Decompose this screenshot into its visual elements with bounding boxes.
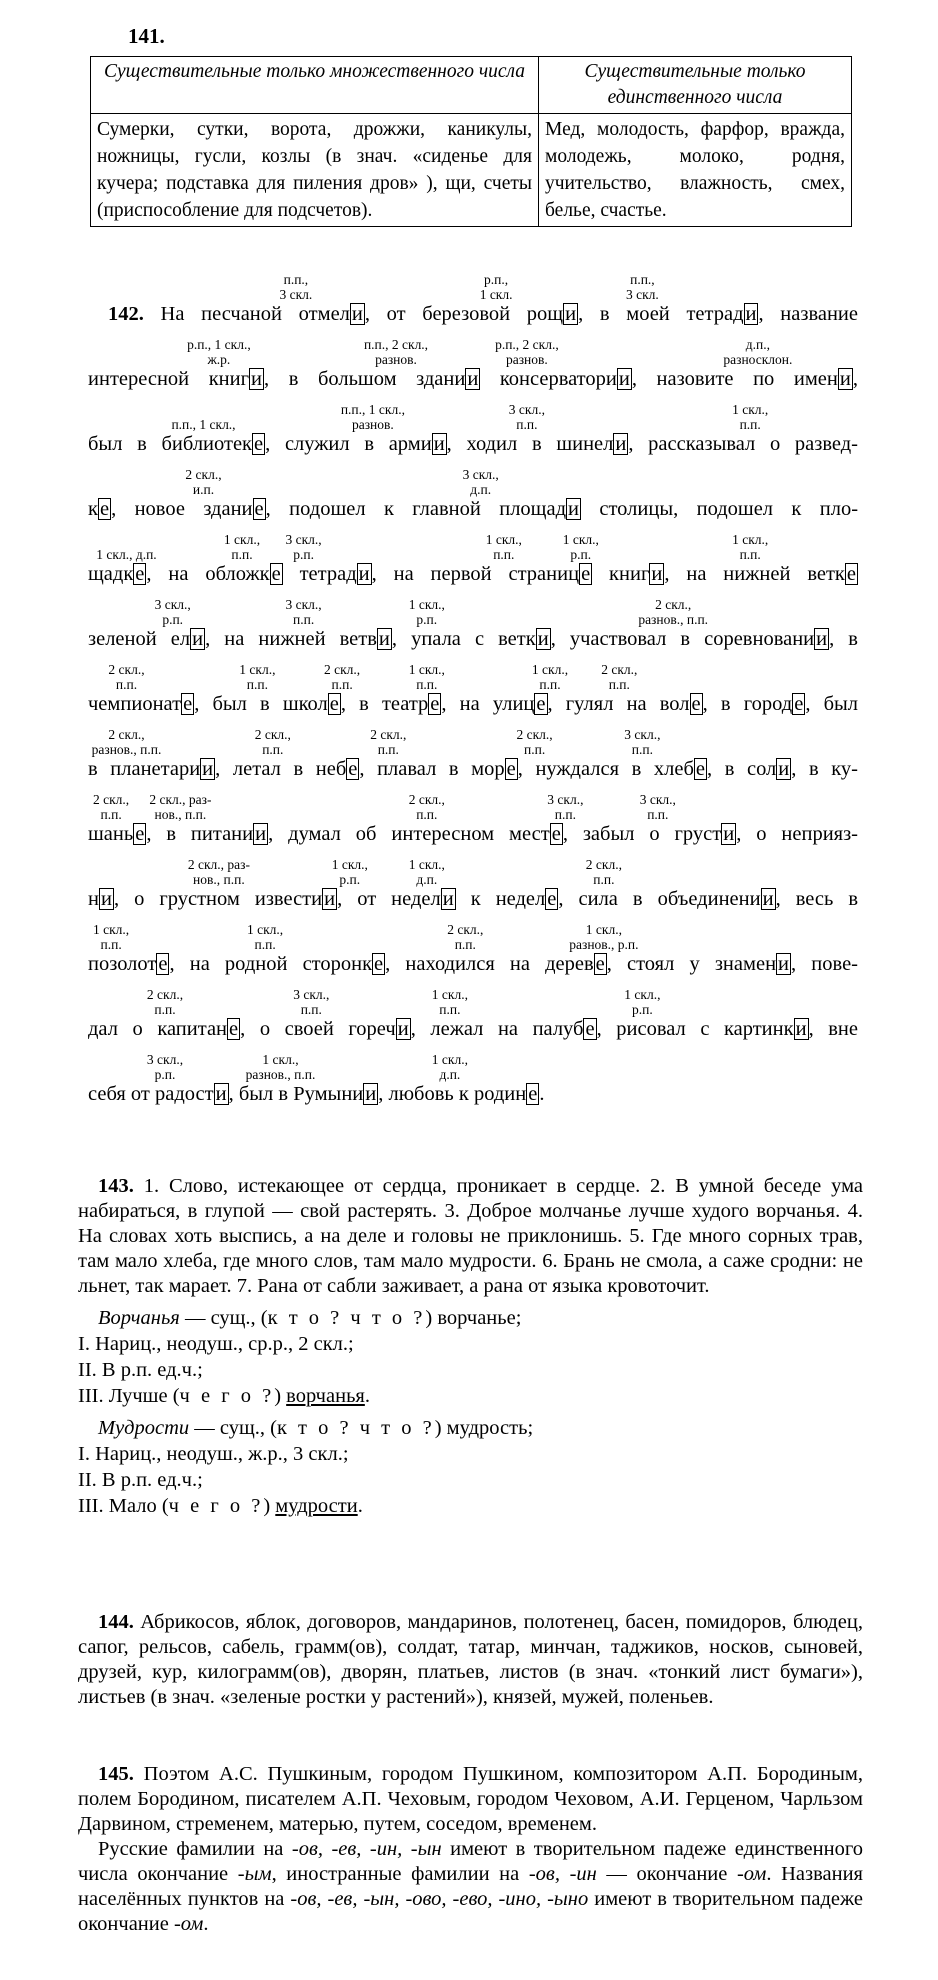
exercise-142-line [88,457,858,522]
annotations-row [88,392,858,432]
boxed-ending: и [255,823,267,845]
rule-text: . [203,1913,209,1935]
boxed-ending: и [202,758,214,780]
header-plural-only: Существительные только множественного числа [91,57,539,114]
grammar-annotation: 2 скл., п.п. [516,727,553,757]
grammar-annotation: 2 скл., п.п. [108,662,145,692]
exercise-143 [78,1174,863,1519]
boxed-ending: и [778,953,790,975]
boxed-ending: е [506,758,516,780]
grammar-annotation: 1 скл., разнов., р.п. [569,922,639,952]
boxed-ending: е [374,953,384,975]
boxed-ending: е [536,693,546,715]
grammar-annotation: 3 скл., д.п. [462,467,499,497]
question-label: к т о ? ч т о ? [267,1307,426,1329]
grammar-annotation: р.п., 1 скл. [479,272,513,302]
boxed-ending: е [254,498,264,520]
underlined-word: мудрости [275,1495,358,1517]
grammar-annotation: 3 скл., р.п. [154,597,191,627]
boxed-ending: е [135,563,145,585]
boxed-ending: и [762,888,774,910]
boxed-ending: и [839,368,851,390]
grammar-annotation: 1 скл., д.п. [431,1052,468,1082]
boxed-ending: е [254,433,264,455]
sentence-text: 142. На песчаной отмели, от березовой рощи, в моей тетради, название [108,303,858,325]
analysis-line: . [364,1385,370,1407]
boxed-ending: е [595,953,605,975]
boxed-ending: и [365,1083,377,1105]
grammar-annotation: 3 скл., п.п. [624,727,661,757]
boxed-ending: е [691,693,701,715]
grammar-annotation: 1 скл., п.п. [732,402,769,432]
exercise-142-line [88,522,858,587]
analysis-line: ) [263,1495,276,1517]
boxed-ending: и [745,303,757,325]
grammar-annotation: 1 скл., п.п. [247,922,284,952]
boxed-ending: и [778,758,790,780]
analysis-line: . [357,1495,363,1517]
grammar-annotation: 1 скл., п.п. [408,662,445,692]
exercise-142-line [88,652,858,717]
boxed-ending: и [537,628,549,650]
sentence-text: был в библиотеке, служил в армии, ходил в шинели, рассказывал о развед- [88,433,858,455]
grammar-annotation: 1 скл., р.п. [624,987,661,1017]
boxed-ending: е [99,498,110,520]
grammar-annotation: 1 скл., разнов., п.п. [245,1052,316,1082]
grammar-annotation: 3 скл., р.п. [285,532,322,562]
sentence-text: интересной книги, в большом здании консерватории, назовите по имени, [88,368,858,390]
sentence-text: шанье, в питании, думал об интересном месте, забыл о грусти, о неприяз- [88,823,859,845]
grammar-annotation: 1 скл., п.п. [93,922,130,952]
exercise-142-line [88,782,858,847]
boxed-ending: и [324,888,336,910]
ending-pattern: -ов, -ин [528,1863,597,1885]
ending-pattern: -ов, -ев, -ин, -ын [291,1838,442,1860]
boxed-ending: е [547,888,557,910]
annotations-row [88,522,858,562]
grammar-annotation: 2 скл., и.п. [185,467,222,497]
grammar-annotation: р.п., 1 скл., ж.р. [187,337,251,367]
grammar-annotation: 1 скл., п.п. [239,662,276,692]
grammar-annotation: 2 скл., п.п. [447,922,484,952]
exercise-141-number: 141. [128,24,165,48]
grammar-annotation: 1 скл., д.п. [408,857,445,887]
cell-plural-only: Сумерки, сутки, ворота, дрожжи, каникулы, ножницы, гусли, козлы (в знач. «сиденье для кучера; подставка для пиления дров» ), щи, счеты (приспособление для подсчетов). [91,114,539,227]
underlined-word: ворчанья [286,1385,365,1407]
analysis-line: — сущ., ( [189,1417,277,1439]
boxed-ending: и [568,498,579,520]
grammar-annotation: 1 скл., р.п. [562,532,599,562]
rule-text: имеют в творительном падеже окончание [78,1888,863,1935]
boxed-ending: и [192,628,204,650]
exercise-145-number: 145. [98,1763,134,1785]
analysis-line: ) ворчанье; [425,1307,522,1329]
boxed-ending: и [618,368,630,390]
exercise-142-line [88,847,858,912]
boxed-ending: е [794,693,804,715]
sentence-text: зеленой ели, на нижней ветви, упала с ветки, участвовал в соревновании, в [88,628,858,650]
grammar-annotation: 1 скл., п.п. [732,532,769,562]
rule-text: . Названия населённых пунктов на [78,1863,863,1910]
boxed-ending: е [348,758,358,780]
exercise-145-text: Поэтом А.С. Пушкиным, городом Пушкином, композитором А.П. Бородиным, полем Бородином, писателем А.П. Чеховым, городом Чеховом, А.И. Герценом, Чарльзом Дарвином, стременем, матерью, путем, соседом, временем. [78,1763,864,1835]
boxed-ending: и [397,1018,409,1040]
analysis-line: — сущ., ( [179,1307,268,1329]
annotations-row [88,262,858,302]
boxed-ending: е [271,563,281,585]
grammar-annotation: 2 скл., п.п. [370,727,407,757]
exercise-142-line [88,912,858,977]
boxed-ending: и [251,368,263,390]
boxed-ending: е [846,563,857,585]
grammar-annotation: п.п., 3 скл. [279,272,313,302]
boxed-ending: и [651,563,663,585]
grammar-annotation: 1 скл., р.п. [331,857,368,887]
annotations-row [88,587,858,627]
grammar-annotation: 2 скл., раз- нов., п.п. [149,792,212,822]
boxed-ending: е [329,693,339,715]
grammar-annotation: 3 скл., п.п. [508,402,545,432]
cell-singular-only: Мед, молодость, фарфор, вражда, молодежь, молоко, родня, учительство, влажность, смех, белье, счастье. [539,114,852,227]
exercise-142-number: 142. [108,303,161,325]
boxed-ending: и [795,1018,807,1040]
grammar-annotation: 1 скл., п.п. [223,532,261,562]
boxed-ending: е [551,823,561,845]
boxed-ending: и [723,823,735,845]
boxed-ending: е [430,693,440,715]
grammar-annotation: д.п., разносклон. [723,337,793,367]
question-label: ч е г о ? [168,1495,264,1517]
rule-text: — окончание [596,1863,737,1885]
sentence-text: себя от радости, был в Румынии, любовь к родине. [88,1083,545,1105]
annotations-row [88,847,858,887]
annotations-row [88,912,858,952]
boxed-ending: и [378,628,390,650]
boxed-ending: е [229,1018,239,1040]
grammar-annotation: 1 скл., п.п. [431,987,468,1017]
analysis-line: I. Нариц., неодуш., ж.р., 3 скл.; [78,1443,349,1465]
boxed-ending: и [433,433,445,455]
analysis-line: ) [274,1385,287,1407]
boxed-ending: и [816,628,828,650]
exercise-141-table [90,56,852,227]
exercise-142 [88,262,858,1107]
exercise-142-line [88,587,858,652]
grammar-annotation: п.п., 2 скл., разнов. [363,337,429,367]
grammar-annotation: 1 скл., р.п. [408,597,445,627]
annotations-row [88,717,858,757]
annotations-row [88,1042,858,1082]
grammar-annotation: 1 скл., д.п. [96,547,157,562]
exercise-143-text: 1. Слово, истекающее от сердца, проникает в сердце. 2. В умной беседе ума набираться, в глупой — свой растерять. 3. Доброе молчанье лучше худого ворчанья. 4. На словах хоть выспись, а на деле и головы не приклонишь. 5. Где много сорных трав, там мало хлеба, где много слов, там мало мудрости. 6. Брань не смола, а саже сродни: не льнет, так марает. 7. Рана от сабли заживает, а рана от языка кровоточит. [78,1175,864,1297]
grammar-annotation: 2 скл., п.п. [585,857,622,887]
question-label: к т о ? ч т о ? [276,1417,435,1439]
analysis-line: ) мудрость; [434,1417,534,1439]
boxed-ending: и [358,563,370,585]
analysis-line: III. Мало ( [78,1495,169,1517]
sentence-text: позолоте, на родной сторонке, находился на дереве, стоял у знамени, пове- [88,953,858,975]
rule-text: имеют в творительном падеже единственного числа окончание [78,1838,863,1885]
grammar-annotation: 1 скл., п.п. [485,532,522,562]
exercise-142-line [88,1042,858,1107]
grammar-annotation: 3 скл., п.п. [547,792,584,822]
question-label: ч е г о ? [179,1385,275,1407]
annotations-row [88,782,858,822]
exercise-144 [78,1610,863,1710]
grammar-annotation: 2 скл., п.п. [93,792,130,822]
boxed-ending: е [695,758,705,780]
exercise-145-rule [78,1837,863,1937]
exercise-142-line [88,392,858,457]
sentence-text: дал о капитане, о своей горечи, лежал на палубе, рисовал с картинки, вне [88,1018,858,1040]
grammar-annotation: 2 скл., разнов., п.п. [91,727,162,757]
annotations-row [88,457,858,497]
exercise-143-number: 143. [98,1175,134,1197]
boxed-ending: и [351,303,363,325]
grammar-annotation: 2 скл., п.п. [254,727,291,757]
annotations-row [88,327,858,367]
boxed-ending: е [158,953,168,975]
exercise-145 [78,1762,863,1937]
grammar-annotation: 3 скл., п.п. [285,597,322,627]
exercise-142-line [88,977,858,1042]
analysis-line: II. В р.п. ед.ч.; [78,1469,203,1491]
grammar-annotation: 3 скл., р.п. [146,1052,184,1082]
grammar-annotation: 3 скл., п.п. [293,987,330,1017]
analysis-word: Мудрости [98,1417,190,1439]
analysis-line: III. Лучше ( [78,1385,180,1407]
ending-pattern: -ом [736,1863,767,1885]
analysis-vorchanya [78,1305,863,1409]
annotations-row [88,977,858,1017]
boxed-ending: е [183,693,193,715]
grammar-annotation: 2 скл., п.п. [146,987,184,1017]
analysis-line: II. В р.п. ед.ч.; [78,1359,203,1381]
grammar-annotation: р.п., 2 скл., разнов. [495,337,559,367]
grammar-annotation: 2 скл., п.п. [408,792,445,822]
boxed-ending: е [135,823,145,845]
boxed-ending: и [215,1083,227,1105]
exercise-144-text: Абрикосов, яблок, договоров, мандаринов, полотенец, басен, помидоров, блюдец, сапог, рельсов, сабель, грамм(ов), солдат, татар, минчан, таджиков, носков, сыновей, друзей, кур, килограмм(ов), дворян, платьев, листов (в знач. «тонкий лист бумаги»), листьев (в знач. «зеленые ростки у растений»), князей, мужей, поленьев. [78,1611,863,1708]
grammar-annotation: 1 скл., п.п. [531,662,569,692]
boxed-ending: и [442,888,454,910]
exercise-144-number: 144. [98,1611,134,1633]
annotations-row [88,652,858,692]
sentence-text: ке, новое здание, подошел к главной площади столицы, подошел к пло- [88,498,859,520]
analysis-line: I. Нариц., неодуш., ср.р., 2 скл.; [78,1333,354,1355]
boxed-ending: и [467,368,479,390]
boxed-ending: е [528,1083,538,1105]
grammar-annotation: п.п., 1 скл., [171,417,236,432]
ending-pattern: -ов, -ев, -ын, -ово, -ево, -ино, -ыно [290,1888,589,1910]
boxed-ending: и [100,888,112,910]
sentence-text: ни, о грустном известии, от недели к неделе, сила в объединении, весь в [88,888,859,910]
grammar-annotation: 2 скл., раз- нов., п.п. [187,857,250,887]
sentence-text: в планетарии, летал в небе, плавал в море, нуждался в хлебе, в соли, в ку- [88,758,858,780]
grammar-annotation: 2 скл., п.п. [324,662,361,692]
grammar-annotation: 3 скл., п.п. [639,792,676,822]
boxed-ending: е [585,1018,595,1040]
exercise-142-line [88,327,858,392]
boxed-ending: и [565,303,577,325]
boxed-ending: и [615,433,627,455]
grammar-annotation: п.п., 1 скл., разнов. [340,402,405,432]
header-singular-only: Существительные только единственного числа [539,57,852,114]
grammar-annotation: п.п., 3 скл. [625,272,659,302]
grammar-annotation: 2 скл., разнов., п.п. [638,597,709,627]
exercise-142-line [88,262,858,327]
ending-pattern: -ым [237,1863,272,1885]
rule-text: Русские фамилии на [98,1838,292,1860]
grammar-annotation: 2 скл., п.п. [601,662,638,692]
ending-pattern: -ом [173,1913,204,1935]
rule-text: , иностранные фамилии на [271,1863,529,1885]
sentence-text: чемпионате, был в школе, в театре, на улице, гулял на воле, в городе, был [88,693,859,715]
boxed-ending: е [581,563,591,585]
analysis-word: Ворчанья [98,1307,180,1329]
exercise-142-line [88,717,858,782]
sentence-text: щадке, на обложке тетради, на первой странице книги, на нижней ветке [88,563,857,585]
analysis-mudrosti [78,1415,863,1519]
